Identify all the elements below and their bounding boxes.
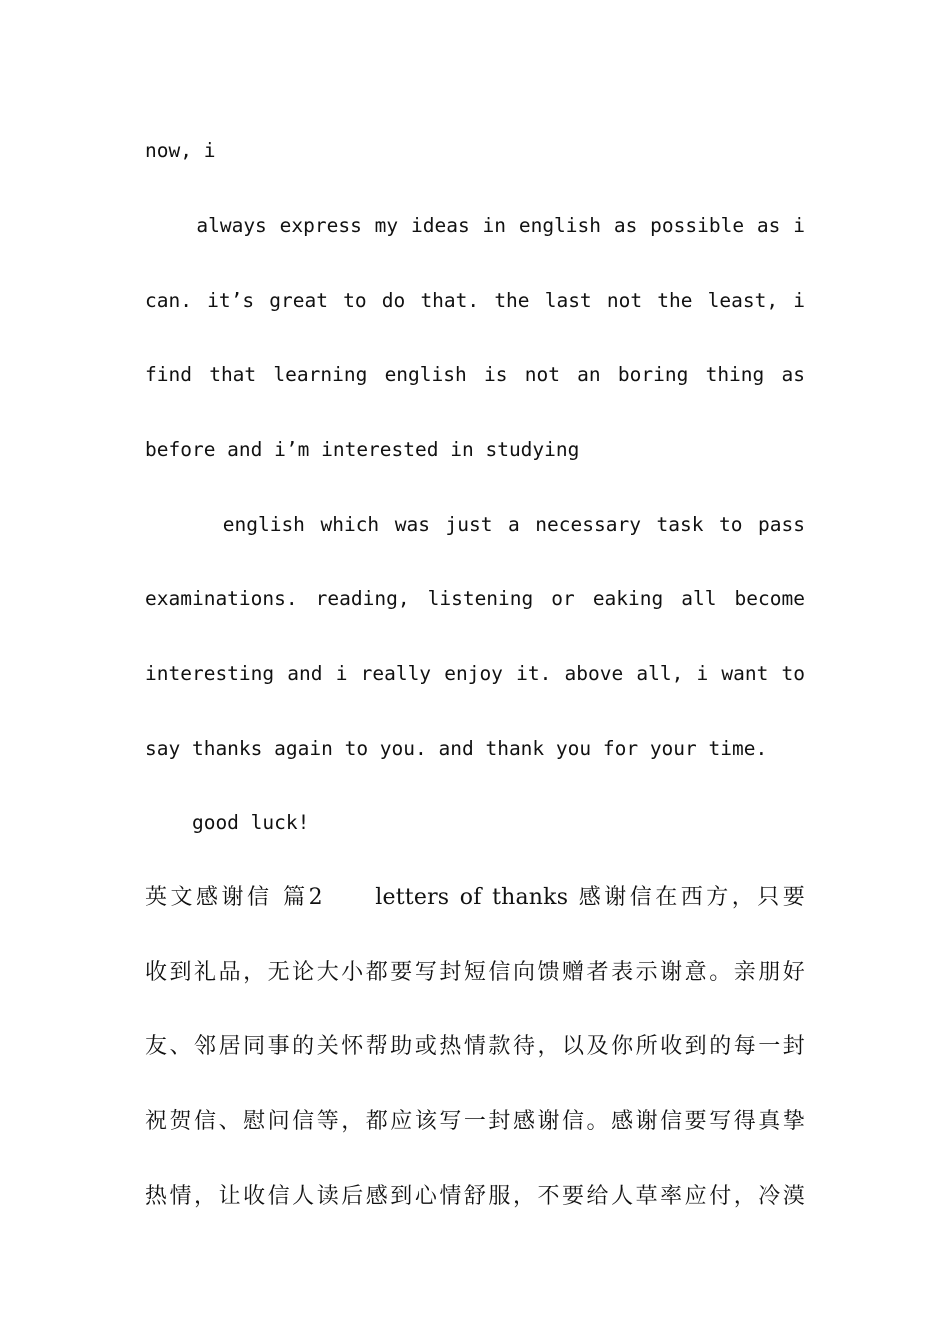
- text-line-14: 祝贺信、慰问信等，都应该写一封感谢信。感谢信要写得真挚: [145, 1109, 805, 1134]
- text-line-5: before and i’m interested in studying: [145, 438, 580, 461]
- text-line-4: find that learning english is not an boring thing as: [145, 363, 805, 386]
- text-line-7: examinations. reading, listening or eaking all become: [145, 587, 805, 610]
- text-line-1: now, i: [145, 139, 216, 162]
- text-line-6: english which was just a necessary task to pass: [145, 513, 805, 536]
- text-line-3: can. it’s great to do that. the last not the least, i: [145, 289, 805, 312]
- section-heading-line: 英文感谢信 篇2 letters of thanks 感谢信在西方，只要: [145, 885, 805, 910]
- text-line-9: say thanks again to you. and thank you for your time.: [145, 737, 768, 760]
- text-line-8: interesting and i really enjoy it. above all, i want to: [145, 662, 805, 685]
- text-line-13: 友、邻居同事的关怀帮助或热情款待，以及你所收到的每一封: [145, 1034, 805, 1059]
- text-line-2: always express my ideas in english as possible as i: [145, 214, 805, 237]
- text-line-15: 热情，让收信人读后感到心情舒服，不要给人草率应付，冷漠: [145, 1184, 805, 1209]
- text-line-12: 收到礼品，无论大小都要写封短信向馈赠者表示谢意。亲朋好: [145, 960, 805, 985]
- text-line-10: good luck!: [145, 811, 310, 834]
